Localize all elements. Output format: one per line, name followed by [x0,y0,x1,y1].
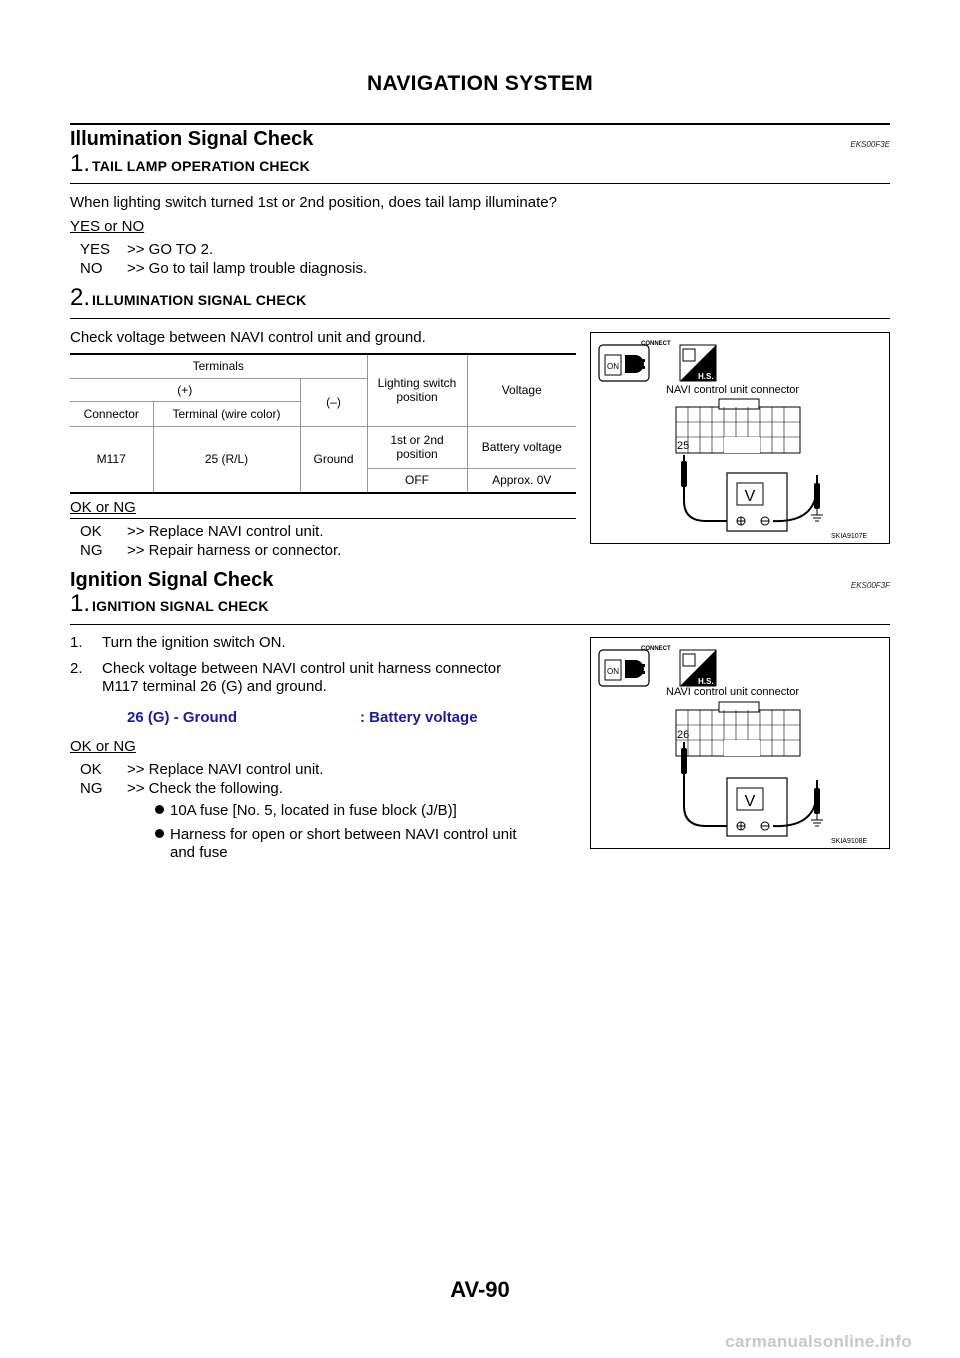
illum-step2-heading [70,284,307,312]
hs-icon [680,650,716,686]
th-minus: (–) [300,378,367,426]
cell-terminal: 25 (R/L) [153,426,300,493]
illum-step1-question: When lighting switch turned 1st or 2nd position, does tail lamp illuminate? [70,194,557,211]
connector-grid [676,399,800,453]
step-title: IGNITION SIGNAL CHECK [92,598,269,614]
step-title: ILLUMINATION SIGNAL CHECK [92,292,307,308]
voltmeter [681,455,823,531]
ignition-section-title: Ignition Signal Check [70,569,274,591]
page-number: AV-90 [450,1277,510,1302]
illum-step2-answers [80,522,341,560]
terminal-label: 25 [677,440,690,452]
step-number: 1. [70,150,91,177]
illum-step1-prompt: YES or NO [70,218,145,235]
illum-step2-instruction: Check voltage between NAVI control unit and ground. [70,329,426,346]
cell-pos2: OFF [367,468,467,493]
watermark-text: carmanualsonline.info [725,1332,912,1351]
figure-code: SKIA9107E [831,533,868,540]
connect-icon [599,345,649,381]
step-number: 2. [70,284,91,311]
connector-grid [676,702,800,756]
bullet-icon [155,805,164,814]
cell-pos2-voltage: Approx. 0V [467,468,576,493]
connector-diagram [591,333,889,543]
illumination-section-code: EKS00F3E [850,140,890,149]
connect-icon [599,650,649,686]
illum-step1-heading [70,150,310,178]
connect-label: CONNECT [641,341,671,347]
hs-icon [680,345,716,381]
answer-ng: NG >> Repair harness or connector. [80,542,342,559]
step-title: TAIL LAMP OPERATION CHECK [92,158,310,174]
svg-text:H.S.: H.S. [698,372,714,381]
connect-label: CONNECT [641,646,671,652]
answer-ok: OK >> Replace NAVI control unit. [80,523,324,540]
ign-item-2: 2. Check voltage between NAVI control unit harness connector M117 terminal 26 (G) and ground. [70,660,502,695]
figure-label: NAVI control unit connector [666,384,800,396]
answer-ng: NG >> Check the following. [80,780,283,797]
figure-label: NAVI control unit connector [666,686,800,698]
cell-pos1: 1st or 2nd position [367,426,467,468]
answer-yes: YES >> GO TO 2. [80,241,214,258]
illum-step1-answers [80,240,367,278]
ign-answers [80,760,324,798]
th-lighting-switch: Lighting switch position [367,354,467,426]
step-rule [70,624,890,625]
spec-right: : Battery voltage [360,709,478,726]
th-connector: Connector [70,401,153,426]
illumination-section-title: Illumination Signal Check [70,128,314,150]
ign-bullet-1: 10A fuse [No. 5, located in fuse block (J/B)] [155,802,457,820]
bullet-icon [155,829,164,838]
prompt-rule [70,518,576,519]
svg-text:ON: ON [607,362,619,371]
svg-text:ON: ON [607,667,619,676]
answer-no: NO >> Go to tail lamp trouble diagnosis. [80,260,368,277]
cell-ground: Ground [300,426,367,493]
ign-step1-heading [70,590,269,618]
cell-pos1-voltage: Battery voltage [467,426,576,468]
th-terminal-wire: Terminal (wire color) [153,401,300,426]
th-voltage: Voltage [467,354,576,426]
ignition-section-code: EKS00F3F [850,581,890,590]
page-header-title: NAVIGATION SYSTEM [367,72,593,95]
meter-label: V [744,488,756,505]
figure-skia9107e [590,332,890,544]
th-terminals: Terminals [70,354,367,378]
header-rule [70,123,890,125]
step-number: 1. [70,590,91,617]
ign-bullet-2: Harness for open or short between NAVI control unit and fuse [155,826,585,862]
answer-ok: OK >> Replace NAVI control unit. [80,761,324,778]
step-rule [70,318,890,319]
meter-label: V [744,793,756,810]
ign-item-1: 1. Turn the ignition switch ON. [70,634,286,651]
th-plus: (+) [70,378,300,401]
figure-skia9108e [590,637,890,849]
connector-diagram [591,638,889,848]
cell-connector: M117 [70,426,153,493]
figure-code: SKIA9108E [831,838,868,845]
step-rule [70,183,890,184]
terminal-table [70,353,576,494]
ign-prompt: OK or NG [70,738,136,755]
terminal-table-wrap [70,353,576,494]
illum-step2-prompt: OK or NG [70,499,136,516]
svg-text:H.S.: H.S. [698,677,714,686]
spec-left: 26 (G) - Ground [127,709,237,726]
terminal-label: 26 [677,729,690,741]
